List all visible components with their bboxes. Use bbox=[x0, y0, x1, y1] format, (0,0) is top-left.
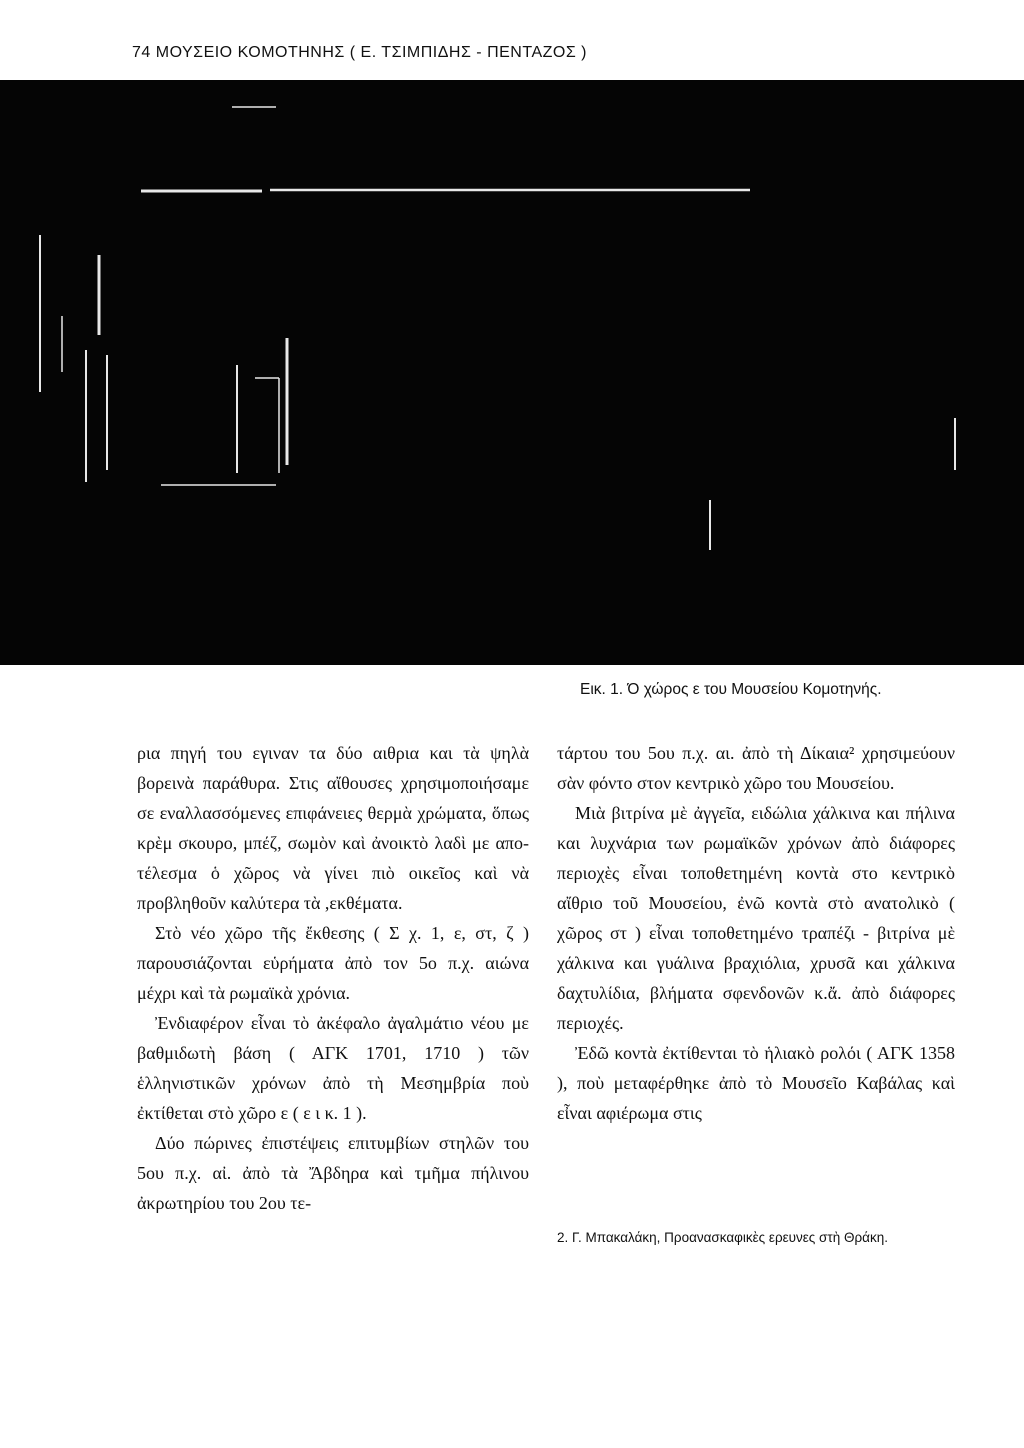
photo-graphic bbox=[0, 80, 1024, 665]
paragraph: Μιὰ βιτρίνα μὲ ἀγγεῖα, ειδώλια χάλκινα και πήλινα και λυχνάρια των ρωμαϊκῶν χρόνων ἀπὸ διάφορες περιοχὲς εἶναι τοποθετημένη κοντὰ στο κεντρικὸ αἴθριο τοῦ Μουσείου, ἐνῶ κοντὰ στὸ ανατολικὸ ( χῶρος στ ) εἶναι τοποθετημένο τραπέζι - βιτρίνα μὲ χάλκινα και γυάλινα βραχιόλια, χρυσᾶ και χάλκινα δαχτυλίδια, βλήματα σφενδονῶν κ.ἄ. ἀπὸ διάφορες περιοχές. bbox=[557, 803, 955, 1033]
footnote bbox=[557, 1227, 957, 1249]
running-head: 74 ΜΟΥΣΕΙΟ ΚΟΜΟΤΗΝΗΣ ( Ε. ΤΣΙΜΠΙΔΗΣ - ΠΕΝΤΑΖΟΣ ) bbox=[132, 44, 587, 61]
right-column bbox=[557, 738, 955, 1128]
paragraph: τάρτου του 5ου π.χ. αι. ἀπὸ τὴ Δίκαια² χρησιμεύουν σὰν φόντο στον κεντρικὸ χῶρο του Μουσείου. bbox=[557, 743, 955, 793]
paragraph: Στὸ νέο χῶρο τῆς ἔκθεσης ( Σ χ. 1, ε, στ, ζ ) παρουσιάζονται εὑρήματα ἀπὸ τον 5ο π.χ. αιώνα μέχρι καὶ τὰ ρωμαϊκὰ χρόνια. bbox=[137, 923, 529, 1003]
figure-caption: Εικ. 1. Ό χώρος ε του Μουσείου Κομοτηνής. bbox=[580, 681, 882, 698]
paragraph: Δύο πώρινες ἐπιστέψεις επιτυμβίων στηλῶν του 5ου π.χ. αἰ. ἀπὸ τὰ Ἄβδηρα καὶ τμῆμα πήλινου ἀκρωτηρίου του 2ου τε- bbox=[137, 1133, 529, 1213]
museum-photo bbox=[0, 80, 1024, 665]
paragraph: Ἐνδιαφέρον εἶναι τὸ ἀκέφαλο ἀγαλμάτιο νέου με βαθμιδωτὴ βάση ( ΑΓΚ 1701, 1710 ) τῶν ἑλληνιστικῶν χρόνων ἀπὸ τὴ Μεσημβρία ποὺ ἐκτίθεται στὸ χῶρο ε ( ε ι κ. 1 ). bbox=[137, 1013, 529, 1123]
paragraph: Ἐδῶ κοντὰ ἐκτίθενται τὸ ἡλιακὸ ρολόι ( ΑΓΚ 1358 ), ποὺ μεταφέρθηκε ἀπὸ τὸ Μουσεῖο Καβάλας καὶ εἶναι αφιέρωμα στις bbox=[557, 1043, 955, 1123]
paragraph: ρια πηγή του εγιναν τα δύο αιθρια και τὰ ψηλὰ βορεινὰ παράθυρα. Στις αἴθουσες χρησιμοποιήσαμε σε εναλλασσόμενες επιφάνειες θερμὰ χρώματα, ὅπως κρὲμ σκουρο, μπέζ, σωμὸν καὶ ἀνοικτὸ λαδὶ με αποτέλεσμα ὁ χῶρος νὰ γίνει πιὸ οικεῖος καὶ νὰ προβληθοῦν καλύτερα τὰ ,εκθέματα. bbox=[137, 743, 529, 913]
left-column bbox=[137, 738, 529, 1218]
footnote-text: 2. Γ. Μπακαλάκη, Προανασκαφικὲς ερευνες στὴ Θράκη. bbox=[557, 1230, 888, 1245]
